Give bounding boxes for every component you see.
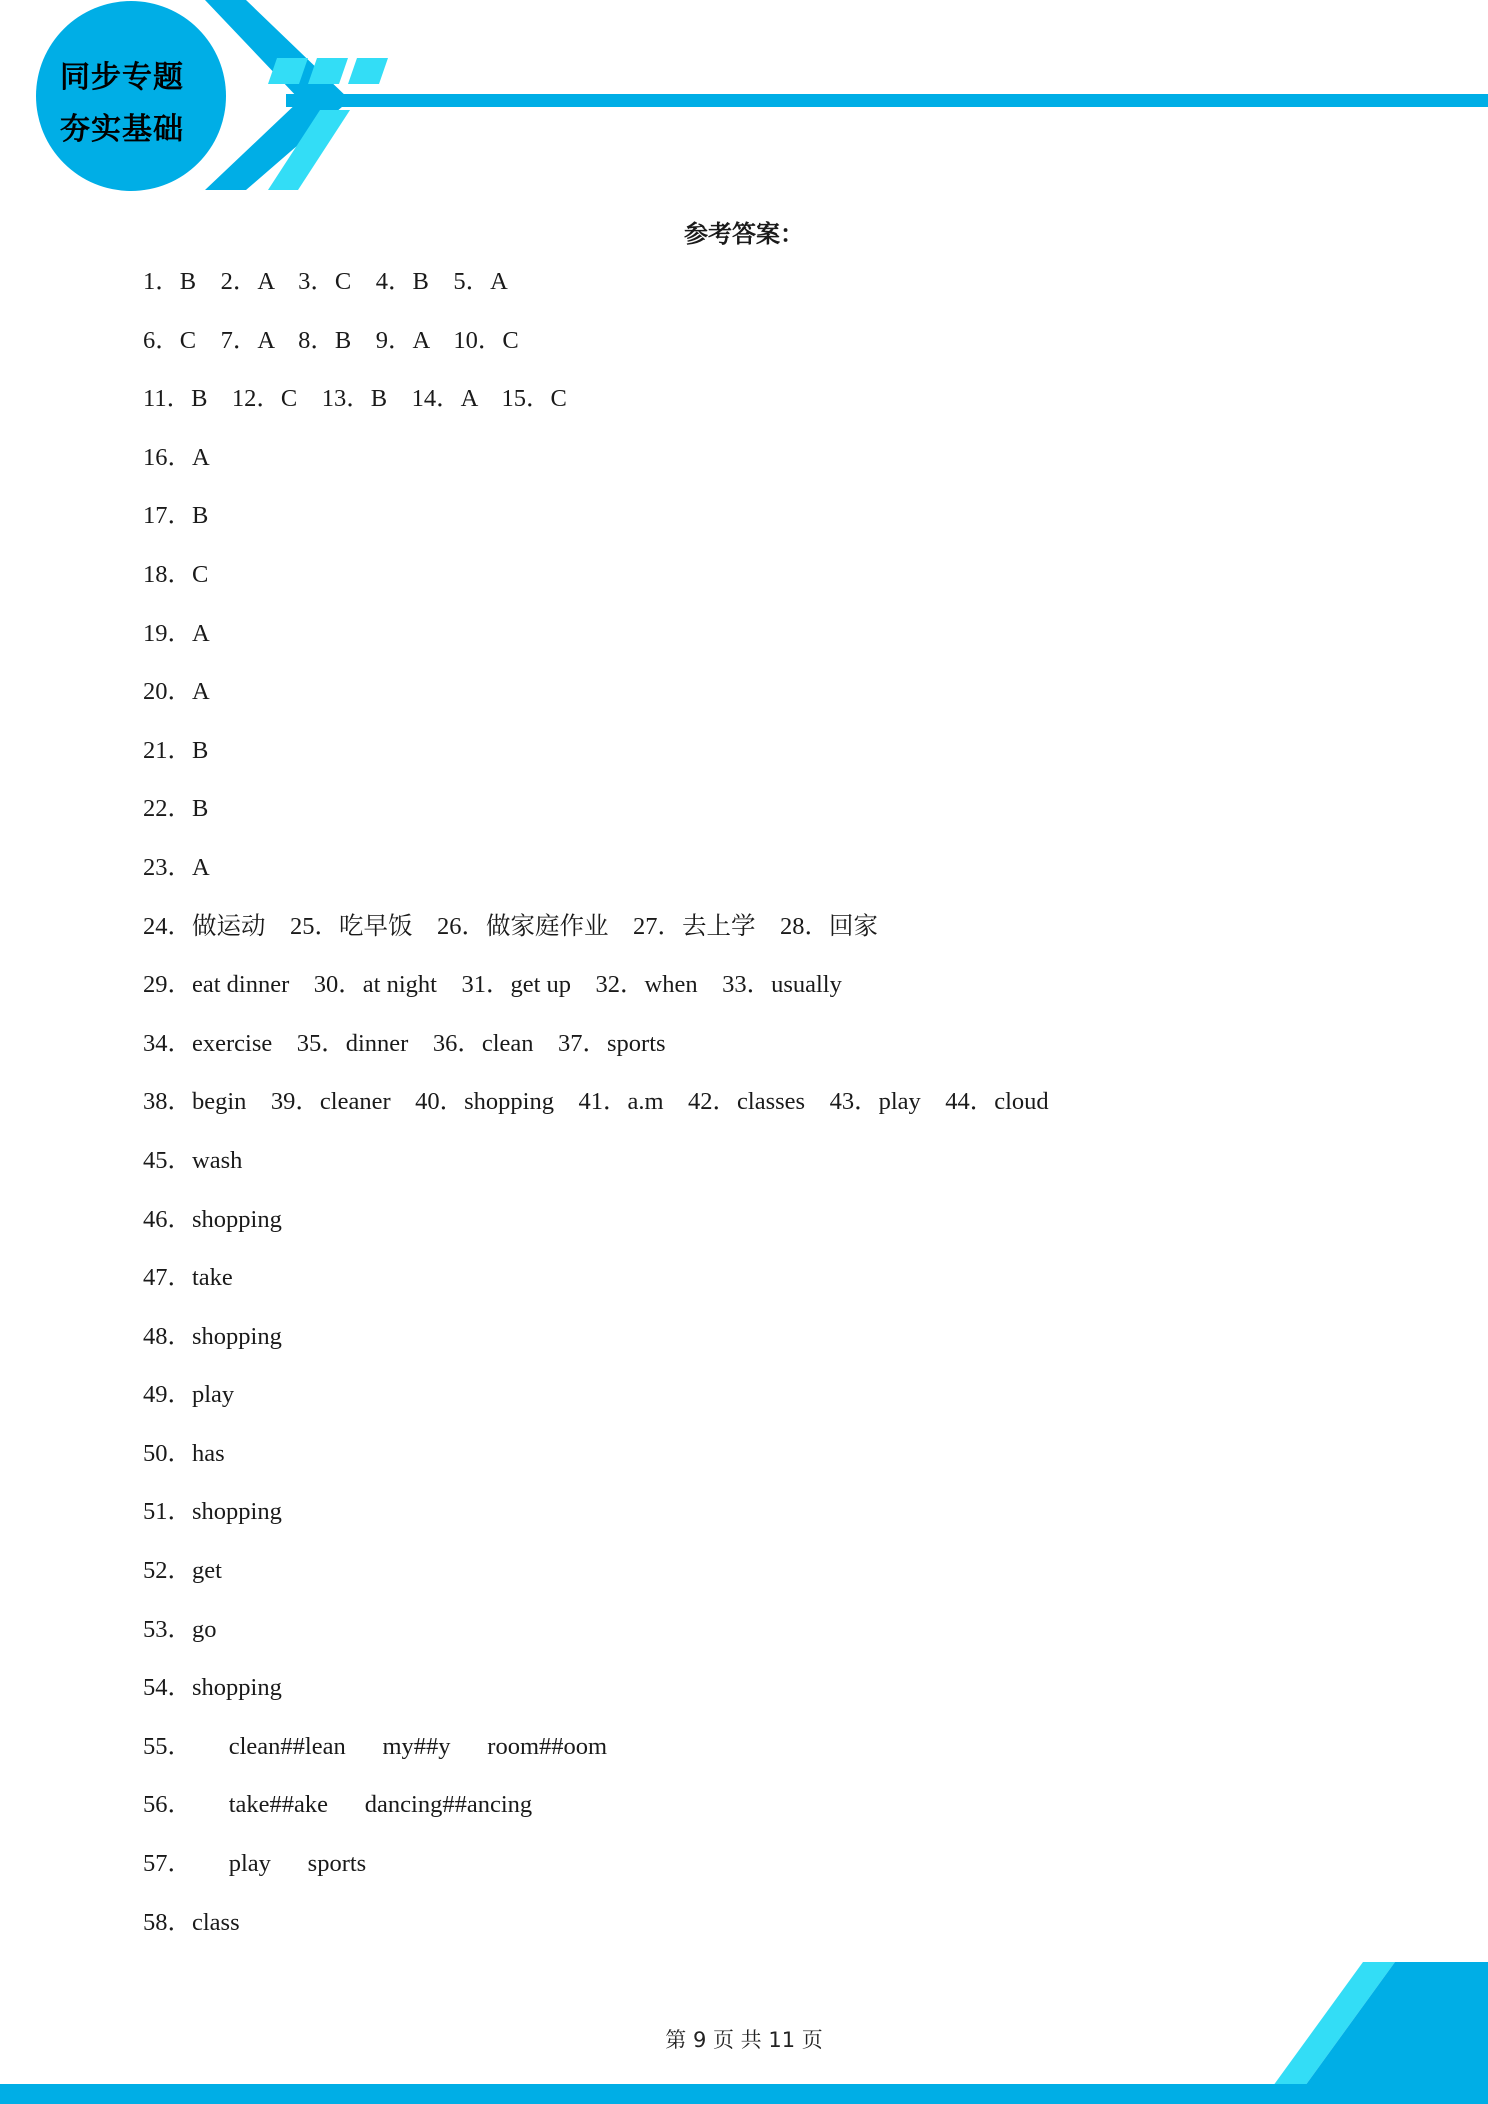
answer-line: 57． play sports	[143, 1850, 367, 1878]
header-rule	[286, 94, 1488, 107]
answer-line: 55． clean##lean my##y room##oom	[143, 1732, 608, 1760]
answer-line: 11．B 12．C 13．B 14．A 15．C	[143, 385, 567, 413]
answer-line: 38．begin 39．cleaner 40．shopping 41．a.m 42．classes 43．play 44．cloud	[143, 1088, 1049, 1116]
answer-line: 20．A	[143, 678, 210, 706]
answer-line: 49．play	[143, 1381, 235, 1409]
answer-line: 18．C	[143, 560, 209, 588]
page-number: 第 9 页 共 11 页	[665, 2028, 823, 2052]
answer-line: 46．shopping	[143, 1205, 282, 1233]
page-title: 参考答案：	[684, 220, 804, 248]
answer-line: 19．A	[143, 619, 210, 647]
header-dash-3	[348, 58, 388, 84]
answer-list	[143, 262, 1049, 1961]
header-badge-circle	[36, 1, 226, 191]
answer-line: 53．go	[143, 1615, 217, 1643]
answer-line: 51．shopping	[143, 1498, 282, 1526]
badge-line-2: 夯实基础	[60, 112, 184, 147]
header-dash-2	[308, 58, 348, 84]
answer-line: 24．做运动 25．吃早饭 26．做家庭作业 27．去上学 28．回家	[143, 912, 878, 940]
answer-line: 56． take##ake dancing##ancing	[143, 1791, 533, 1819]
answer-line: 23．A	[143, 853, 210, 881]
header-banner	[0, 0, 1488, 200]
answer-line: 58．class	[143, 1908, 240, 1936]
answer-line: 6．C 7．A 8．B 9．A 10．C	[143, 326, 519, 354]
answer-line: 22．B	[143, 795, 209, 823]
answer-line: 45．wash	[143, 1146, 243, 1174]
answer-line: 16．A	[143, 443, 210, 471]
answer-line: 47．take	[143, 1264, 233, 1292]
answer-line: 17．B	[143, 502, 209, 530]
answer-line: 34．exercise 35．dinner 36．clean 37．sports	[143, 1029, 666, 1057]
answer-line: 21．B	[143, 736, 209, 764]
answer-line: 29．eat dinner 30．at night 31．get up 32．when 33．usually	[143, 971, 842, 999]
answer-line: 50．has	[143, 1439, 225, 1467]
badge-line-1: 同步专题	[60, 60, 184, 95]
answer-line: 52．get	[143, 1557, 222, 1585]
answer-line: 1．B 2．A 3．C 4．B 5．A	[143, 268, 508, 295]
answer-line: 48．shopping	[143, 1322, 282, 1350]
footer-rule	[0, 2084, 1488, 2104]
answer-line: 54．shopping	[143, 1674, 282, 1702]
